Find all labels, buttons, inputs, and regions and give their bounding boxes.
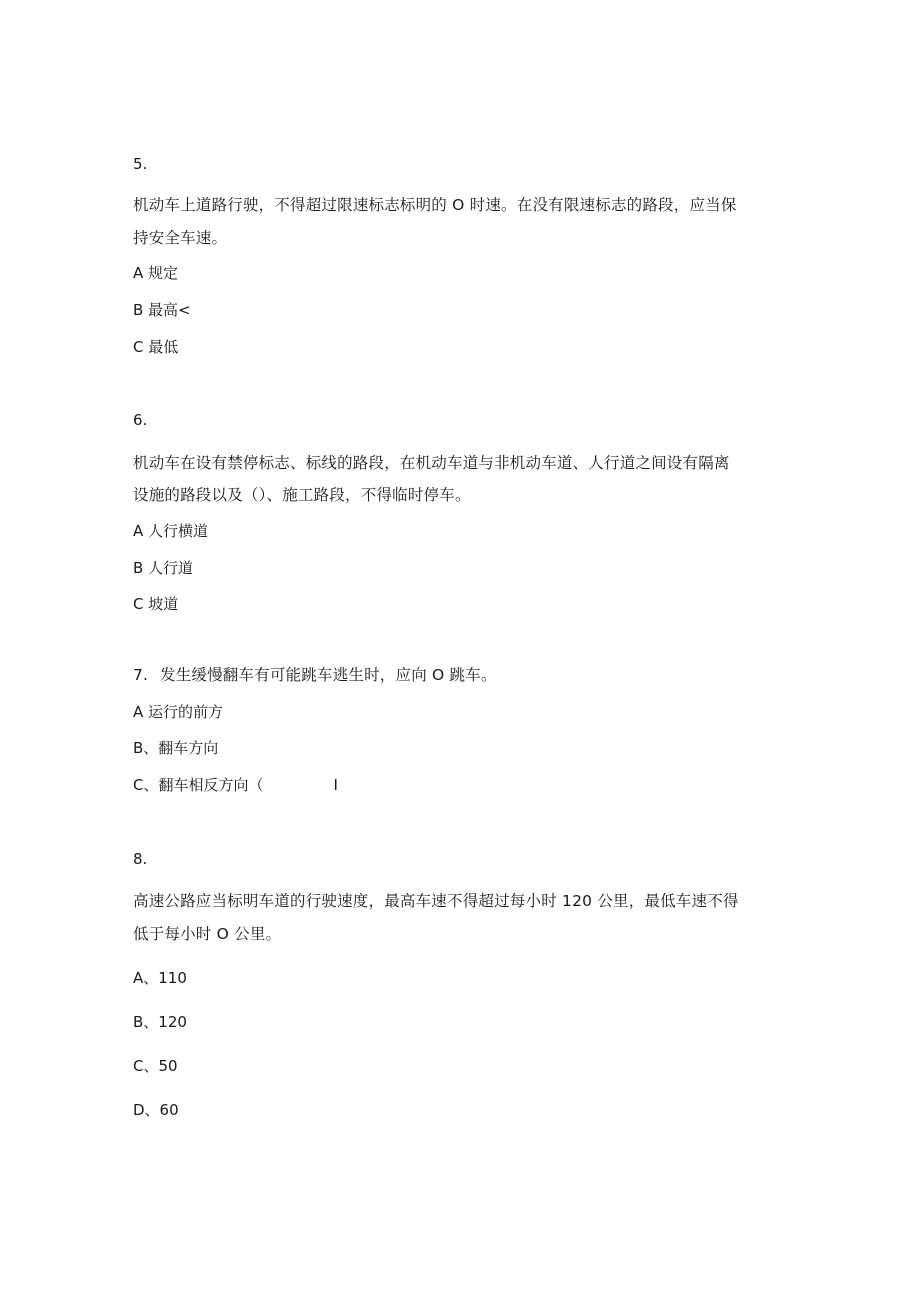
- question-8-option-b: B、120: [133, 1013, 187, 1031]
- question-5-option-c: C 最低: [133, 338, 179, 356]
- question-7-number: 7.: [133, 666, 149, 684]
- question-8-option-a: A、110: [133, 969, 187, 987]
- question-6-stem-line-1: 机动车在设有禁停标志、标线的路段，在机动车道与非机动车道、人行道之间设有隔离: [133, 454, 730, 472]
- question-8-option-c: C、50: [133, 1057, 178, 1075]
- question-7-option-c-line: [133, 775, 338, 795]
- question-7-option-c: C、翻车相反方向（: [133, 776, 264, 794]
- question-8-stem-line-1: 高速公路应当标明车道的行驶速度，最高车速不得超过每小时 120 公里，最低车速不得: [133, 892, 739, 910]
- question-6-stem-line-2: 设施的路段以及（）、施工路段，不得临时停车。: [133, 486, 471, 504]
- question-7-option-b: B、翻车方向: [133, 739, 219, 757]
- question-5-number: 5.: [133, 155, 148, 173]
- question-6-option-a: A 人行横道: [133, 522, 209, 540]
- question-5-stem-line-2: 持安全车速。: [133, 229, 228, 247]
- question-8-number: 8.: [133, 850, 148, 868]
- question-6-option-c: C 坡道: [133, 595, 179, 613]
- question-8-option-d: D、60: [133, 1101, 179, 1119]
- question-5-option-b: B 最高<: [133, 301, 191, 319]
- question-7-option-a: A 运行的前方: [133, 703, 224, 721]
- question-6-option-b: B 人行道: [133, 559, 194, 577]
- question-7-trailing-mark: I: [333, 776, 338, 794]
- question-8-stem-line-2: 低于每小时 O 公里。: [133, 925, 282, 943]
- question-6-number: 6.: [133, 411, 148, 429]
- question-7-line: [133, 665, 497, 685]
- question-5-stem-line-1: 机动车上道路行驶，不得超过限速标志标明的 O 时速。在没有限速标志的路段，应当保: [133, 196, 737, 214]
- question-7-stem: 发生缓慢翻车有可能跳车逃生时，应向 O 跳车。: [160, 666, 497, 684]
- question-5-option-a: A 规定: [133, 264, 179, 282]
